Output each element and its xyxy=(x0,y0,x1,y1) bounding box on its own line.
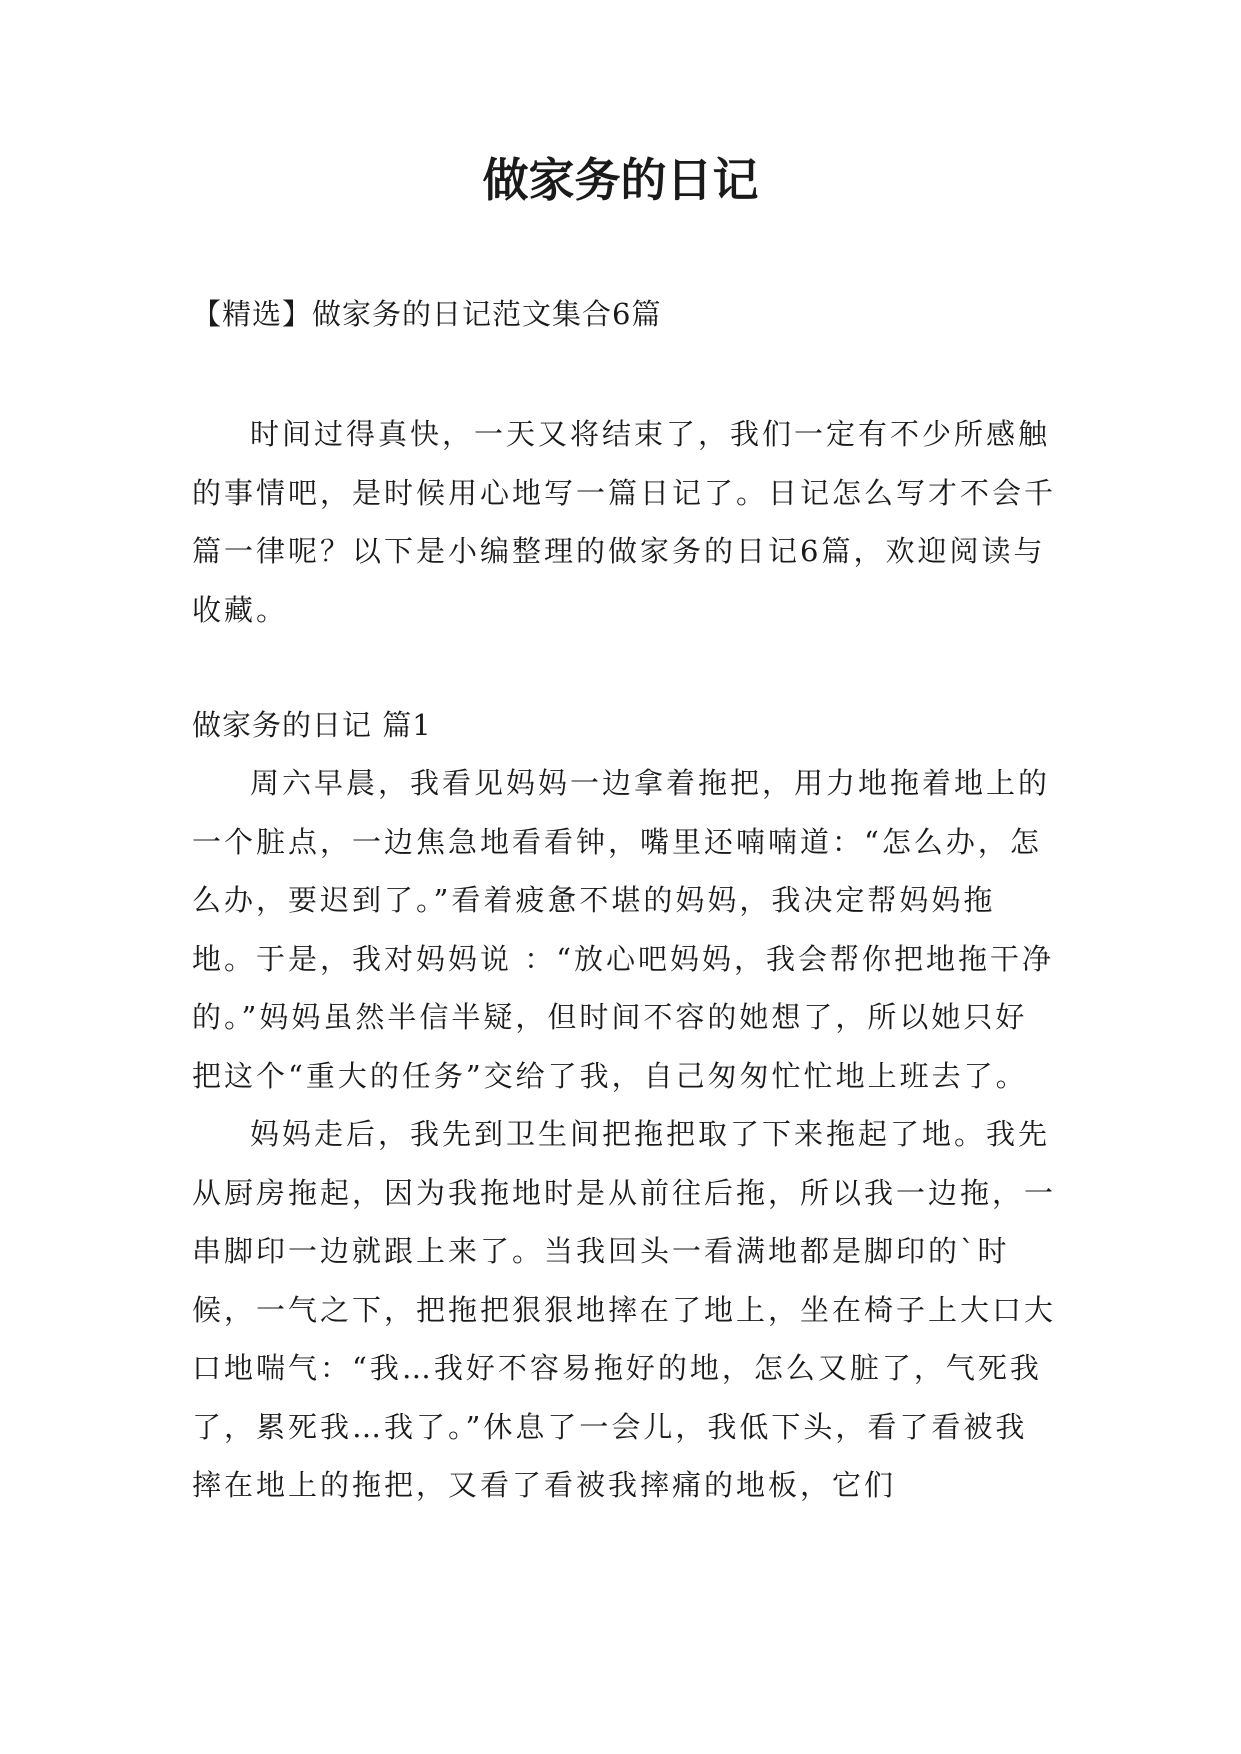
diary-section-1 xyxy=(192,696,1058,1515)
intro-paragraph: 时间过得真快，一天又将结束了，我们一定有不少所感触的事情吧，是时候用心地写一篇日记了。日记怎么写才不会千篇一律呢？以下是小编整理的做家务的日记6篇，欢迎阅读与收藏。 xyxy=(192,417,1057,627)
section-paragraph: 周六早晨，我看见妈妈一边拿着拖把，用力地拖着地上的一个脏点，一边焦急地看看钟，嘴里还喃喃道：“怎么办，怎么办，要迟到了。”看着疲惫不堪的妈妈，我决定帮妈妈拖地。于是，我对妈妈说 ：“放心吧妈妈，我会帮你把地拖干净的。”妈妈虽然半信半疑，但时间不容的她想了，所以她只好把这个“重大的任务”交给了我，自己匆匆忙忙地上班去了。 xyxy=(192,766,1055,1093)
section-heading: 做家务的日记 篇1 xyxy=(192,708,432,742)
document-title: 做家务的日记 xyxy=(482,153,759,207)
section-paragraph: 妈妈走后，我先到卫生间把拖把取了下来拖起了地。我先从厨房拖起，因为我拖地时是从前往后拖，所以我一边拖，一串脚印一边就跟上来了。当我回头一看满地都是脚印的`时候，一气之下，把拖把狠狠地摔在了地上，坐在椅子上大口大口地喘气：“我…我好不容易拖好的地，怎么又脏了，气死我了，累死我…我了。”休息了一会儿，我低下头，看了看被我摔在地上的拖把，又看了看被我摔痛的地板，它们 xyxy=(192,1117,1057,1502)
document-subtitle: 【精选】做家务的日记范文集合6篇 xyxy=(192,297,662,331)
